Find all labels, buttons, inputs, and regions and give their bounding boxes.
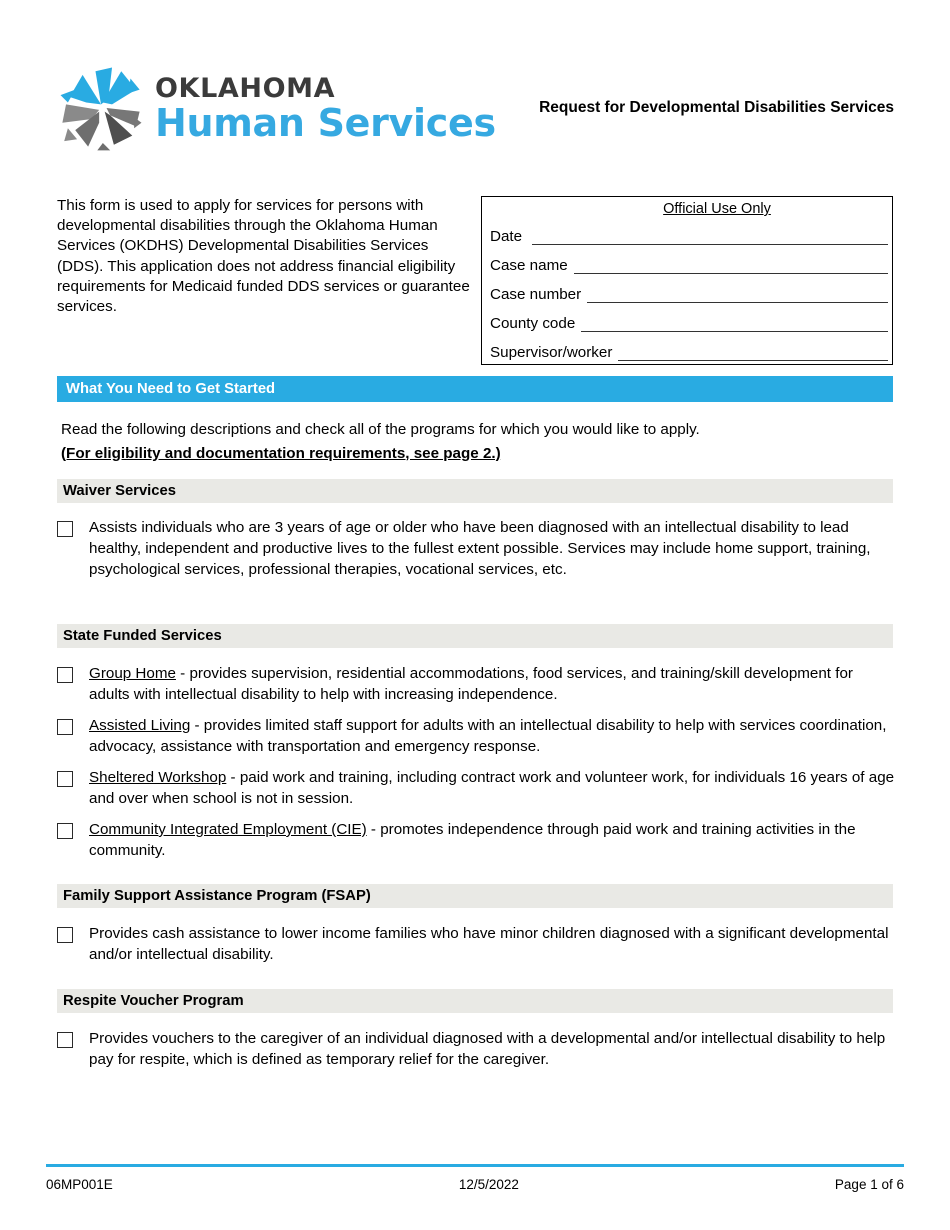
official-use-box <box>481 196 893 365</box>
instructions-line-2: (For eligibility and documentation requirements, see page 2.) <box>61 444 501 462</box>
item-description: Provides vouchers to the caregiver of an individual diagnosed with a developmental and/or intellectual disability to help pay for respite, which is defined as temporary relief for the caregiver. <box>89 1030 886 1068</box>
checkbox-fsap[interactable] <box>57 927 73 943</box>
official-use-title: Official Use Only <box>663 201 771 217</box>
checkbox-assisted-living[interactable] <box>57 719 73 735</box>
checkbox-item-fsap[interactable] <box>57 924 897 966</box>
checkbox-item-sheltered-workshop[interactable] <box>57 768 897 810</box>
checkbox-item-text <box>89 820 897 862</box>
page-header <box>0 0 950 175</box>
field-input-county-code[interactable] <box>581 330 888 332</box>
section-header-respite-voucher-program <box>57 989 893 1013</box>
wordmark-human-services: Human Services <box>155 100 496 145</box>
item-description: - promotes independence through paid work and training activities in the community. <box>89 821 856 859</box>
checkbox-waiver[interactable] <box>57 521 73 537</box>
item-description: - paid work and training, including contract work and volunteer work, for individuals 16 years of age and over when school is not in session. <box>89 769 895 807</box>
section-banner-label: What You Need to Get Started <box>66 381 276 397</box>
field-label-county-code: County code <box>490 315 576 333</box>
checkbox-item-waiver[interactable] <box>57 518 897 581</box>
checkbox-item-community-integrated-employment[interactable] <box>57 820 897 862</box>
section-header-label: Family Support Assistance Program (FSAP) <box>63 888 371 904</box>
official-use-row-county-code <box>482 306 892 335</box>
item-term: Group Home <box>89 665 176 682</box>
field-label-case-number: Case number <box>490 286 582 304</box>
item-description: Provides cash assistance to lower income families who have minor children diagnosed with a significant developmental and/or intellectual disability. <box>89 925 889 963</box>
item-description: - provides limited staff support for adults with an intellectual disability to help with services coordination, advocacy, assistance with transportation and emergency response. <box>89 717 887 755</box>
checkbox-item-text <box>89 518 897 581</box>
official-use-row-supervisor-worker <box>482 335 892 364</box>
section-header-state-funded-services <box>57 624 893 648</box>
official-use-row-case-name <box>482 248 892 277</box>
instructions-line-1: Read the following descriptions and check all of the programs for which you would like to apply. <box>61 421 700 438</box>
field-input-case-number[interactable] <box>587 301 888 303</box>
field-label-case-name: Case name <box>490 257 568 275</box>
checkbox-item-group-home[interactable] <box>57 664 897 706</box>
section-header-label: Respite Voucher Program <box>63 993 244 1009</box>
footer-page-number: Page 1 of 6 <box>834 1177 904 1192</box>
intro-paragraph: This form is used to apply for services for persons with developmental disabilities through the Oklahoma Human Services (OKDHS) Developmental Disabilities Services (DDS). This application does not address financial eligibility requirements for Medicaid funded DDS services or guarantee services. <box>57 197 470 316</box>
item-description: Assists individuals who are 3 years of age or older who have been diagnosed with an intellectual disability to lead healthy, independent and productive lives to the fullest extent possible. Services may include home support, training, psychological services, professional therapies, vocational services, etc. <box>89 519 871 578</box>
checkbox-group-home[interactable] <box>57 667 73 683</box>
item-description: - provides supervision, residential accommodations, food services, and training/skill development for adults with intellectual disability to help with increasing independence. <box>89 665 853 703</box>
section-header-waiver-services <box>57 479 893 503</box>
item-term: Sheltered Workshop <box>89 769 227 786</box>
page-footer <box>46 1177 904 1192</box>
checkbox-item-text <box>89 924 897 966</box>
checkbox-item-text <box>89 768 897 810</box>
field-label-supervisor-worker: Supervisor/worker <box>490 344 613 362</box>
field-label-date: Date <box>490 228 523 246</box>
checkbox-sheltered-workshop[interactable] <box>57 771 73 787</box>
wordmark-oklahoma: OKLAHOMA <box>155 72 336 104</box>
official-use-row-date <box>482 219 892 248</box>
footer-date: 12/5/2022 <box>458 1177 519 1192</box>
field-input-supervisor-worker[interactable] <box>618 359 888 361</box>
field-input-date[interactable] <box>532 243 888 245</box>
checkbox-item-text <box>89 716 897 758</box>
checkbox-respite-voucher[interactable] <box>57 1032 73 1048</box>
section-header-label: State Funded Services <box>63 628 222 644</box>
official-use-row-case-number <box>482 277 892 306</box>
agency-wordmark <box>155 72 496 145</box>
checkbox-item-text <box>89 664 897 706</box>
field-input-case-name[interactable] <box>574 272 888 274</box>
footer-form-number: 06MP001E <box>46 1177 113 1192</box>
checkbox-item-assisted-living[interactable] <box>57 716 897 758</box>
section-banner-what-you-need <box>57 376 893 402</box>
item-term: Assisted Living <box>89 717 191 734</box>
checkbox-item-respite-voucher[interactable] <box>57 1029 897 1071</box>
footer-divider <box>46 1164 904 1167</box>
checkbox-item-text <box>89 1029 897 1071</box>
item-term: Community Integrated Employment (CIE) <box>89 821 367 838</box>
checkbox-community-integrated-employment[interactable] <box>57 823 73 839</box>
instructions-block <box>61 419 897 464</box>
page-title: Request for Developmental Disabilities Services <box>539 99 894 116</box>
oklahoma-pinwheel-logo-icon <box>55 62 147 154</box>
section-header-label: Waiver Services <box>63 483 176 499</box>
agency-logo <box>55 62 496 154</box>
section-header-family-support-assistance-program <box>57 884 893 908</box>
